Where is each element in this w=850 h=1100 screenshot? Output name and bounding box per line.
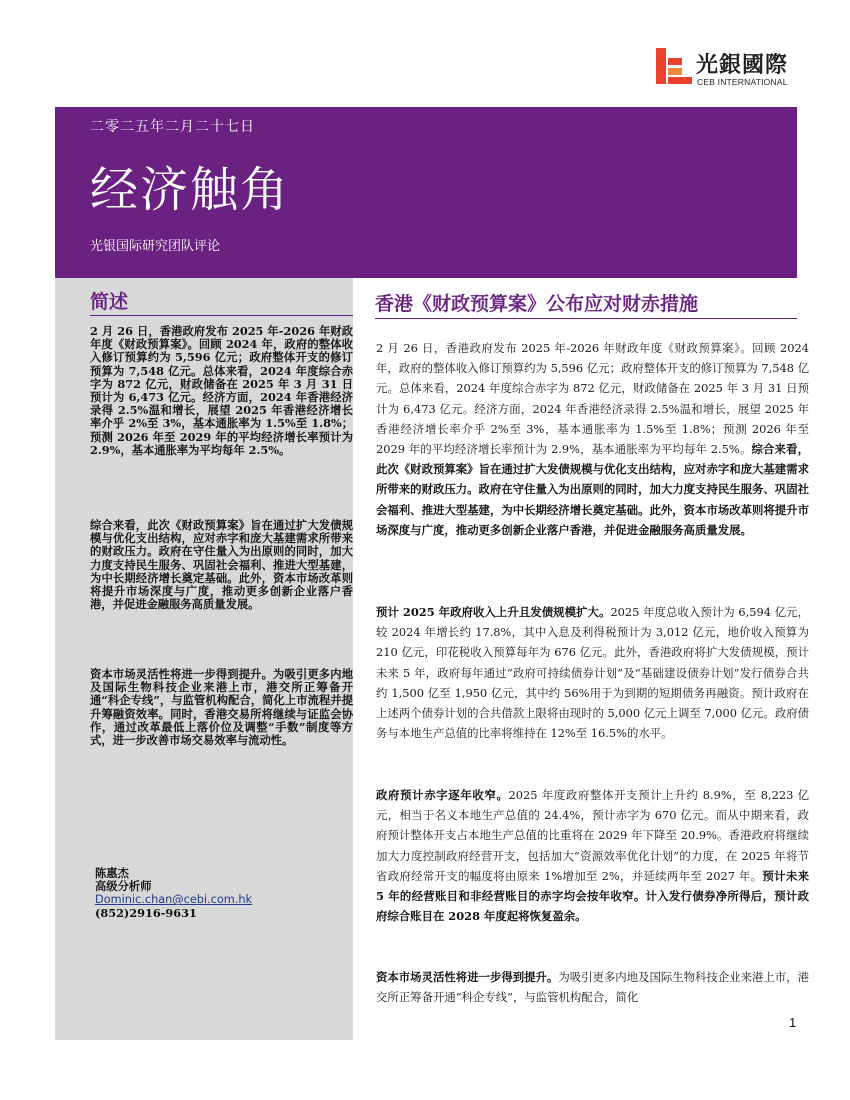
report-title: 经济触角 (90, 162, 291, 218)
summary-heading: 简述 (90, 291, 129, 313)
report-header (55, 107, 797, 278)
article-paragraph: 预计 2025 年政府收入上升且发债规模扩大。2025 年度总收入预计为 6,594 亿元，较 2024 年增长约 17.8%，其中入息及利得税预计为 3,012 亿元，地价收入预算为 210 亿元，印花税收入预算每年为 676 亿元。此外，香港政府将扩大发债规模，预计未来 5 年，政府每年通过“政府可持续债券计划”及“基础建设债券计划”发行债券合共约 1,500 亿至 1,950 亿元，其中约 56%用于为到期的短期债务再融资。预计政府在上述两个债券计划的合共借款上限将由现时的 5,000 亿元上调至 7,000 亿元。政府债务与本地生产总值的比率将维持在 12%至 16.5%的水平。 (376, 605, 809, 741)
logo-name-en: CEB INTERNATIONAL (697, 77, 788, 87)
article-paragraph: 2 月 26 日，香港政府发布 2025 年-2026 年财政年度《财政预算案》。回顾 2024 年，政府的整体收入修订预算约为 5,596 亿元；政府整体开支的修订预算为 7,548 亿元。总体来看，2024 年度综合赤字为 872 亿元，财政储备在 2025 年 3 月 31 日预计为 6,473 亿元。经济方面，2024 年香港经济录得 2.5%温和增长，展望 2025 年香港经济增长率介乎 2%至 3%，基本通胀率为 1.5%至 1.8%；预测 2026 年至 2029 年的平均经济增长率预计为 2.9%，基本通胀率为平均每年 2.5%。综合来看，此次《财政预算案》旨在通过扩大发债规模与优化支出结构，应对赤字和庞大基建需求所带来的财政压力。政府在守住量入为出原则的同时，加大力度支持民生服务、巩固社会福利、推进大型基建，为中长期经济增长奠定基础。此外，资本市场改革则将提升市场深度与广度，推动更多创新企业落户香港，并促进金融服务高质量发展。 (376, 341, 809, 537)
logo-mark-icon (656, 48, 692, 86)
ceb-logo (656, 48, 806, 96)
logo-name-cn: 光銀國際 (696, 53, 789, 78)
author-phone: (852)2916-9631 (95, 905, 197, 920)
author-block (95, 867, 345, 920)
author-title: 高级分析师 (95, 879, 152, 894)
summary-divider (90, 315, 353, 316)
author-email-link[interactable]: Dominic.chan@cebi.com.hk (95, 893, 253, 907)
article-paragraph: 资本市场灵活性将进一步得到提升。为吸引更多内地及国际生物科技企业来港上市，港交所正筹备开通“科企专线”，与监管机构配合，简化 (376, 970, 809, 1005)
article-title: 香港《财政预算案》公布应对财赤措施 (375, 293, 699, 315)
author-name: 陈惠杰 (95, 866, 129, 880)
summary-paragraph: 综合来看，此次《财政预算案》旨在通过扩大发债规模与优化支出结构，应对赤字和庞大基建需求所带来的财政压力。政府在守住量入为出原则的同时，加大力度支持民生服务、巩固社会福利、推进大型基建，为中长期经济增长奠定基础。此外，资本市场改革则将提升市场深度与广度，推动更多创新企业落户香港，并促进金融服务高质量发展。 (90, 518, 353, 612)
page-number: 1 (789, 1015, 797, 1030)
article-divider (375, 318, 797, 319)
report-subtitle: 光银国际研究团队评论 (90, 239, 221, 254)
article-paragraph: 政府预计赤字逐年收窄。2025 年度政府整体开支预计上升约 8.9%，至 8,223 亿元，相当于名义本地生产总值的 24.4%，预计赤字为 670 亿元。而从中期来看，政府预计整体开支占本地生产总值的比重将在 2029 年下降至 20.9%。香港政府将继续加大力度控制政府经营开支，包括加大“资源效率优化计划”的力度，在 2025 年将节省政府经常开支的幅度将由原来 1%增加至 2%，并延续两年至 2027 年。预计未来 5 年的经营账目和非经营账目的赤字均会按年收窄。计入发行债券净所得后，预计政府综合账目在 2028 年度起将恢复盈余。 (376, 788, 809, 924)
summary-sidebar (55, 278, 353, 1040)
summary-paragraph: 资本市场灵活性将进一步得到提升。为吸引更多内地及国际生物科技企业来港上市，港交所正筹备开通“科企专线”，与监管机构配合，简化上市流程并提升筹融资效率。同时，香港交易所将继续与证监会协作，通过改革最低上落价位及调整“手数”制度等方式，进一步改善市场交易效率与流动性。 (90, 667, 353, 748)
report-date: 二零二五年二月二十七日 (90, 119, 255, 135)
summary-paragraph: 2 月 26 日，香港政府发布 2025 年-2026 年财政年度《财政预算案》。回顾 2024 年，政府的整体收入修订预算约为 5,596 亿元；政府整体开支的修订预算为 7,548 亿元。总体来看，2024 年度综合赤字为 872 亿元，财政储备在 2025 年 3 月 31 日预计为 6,473 亿元。经济方面，2024 年香港经济录得 2.5%温和增长，展望 2025 年香港经济增长率介乎 2%至 3%，基本通胀率为 1.5%至 1.8%；预测 2026 年至 2029 年的平均经济增长率预计为 2.9%，基本通胀率为平均每年 2.5%。 (90, 324, 353, 457)
